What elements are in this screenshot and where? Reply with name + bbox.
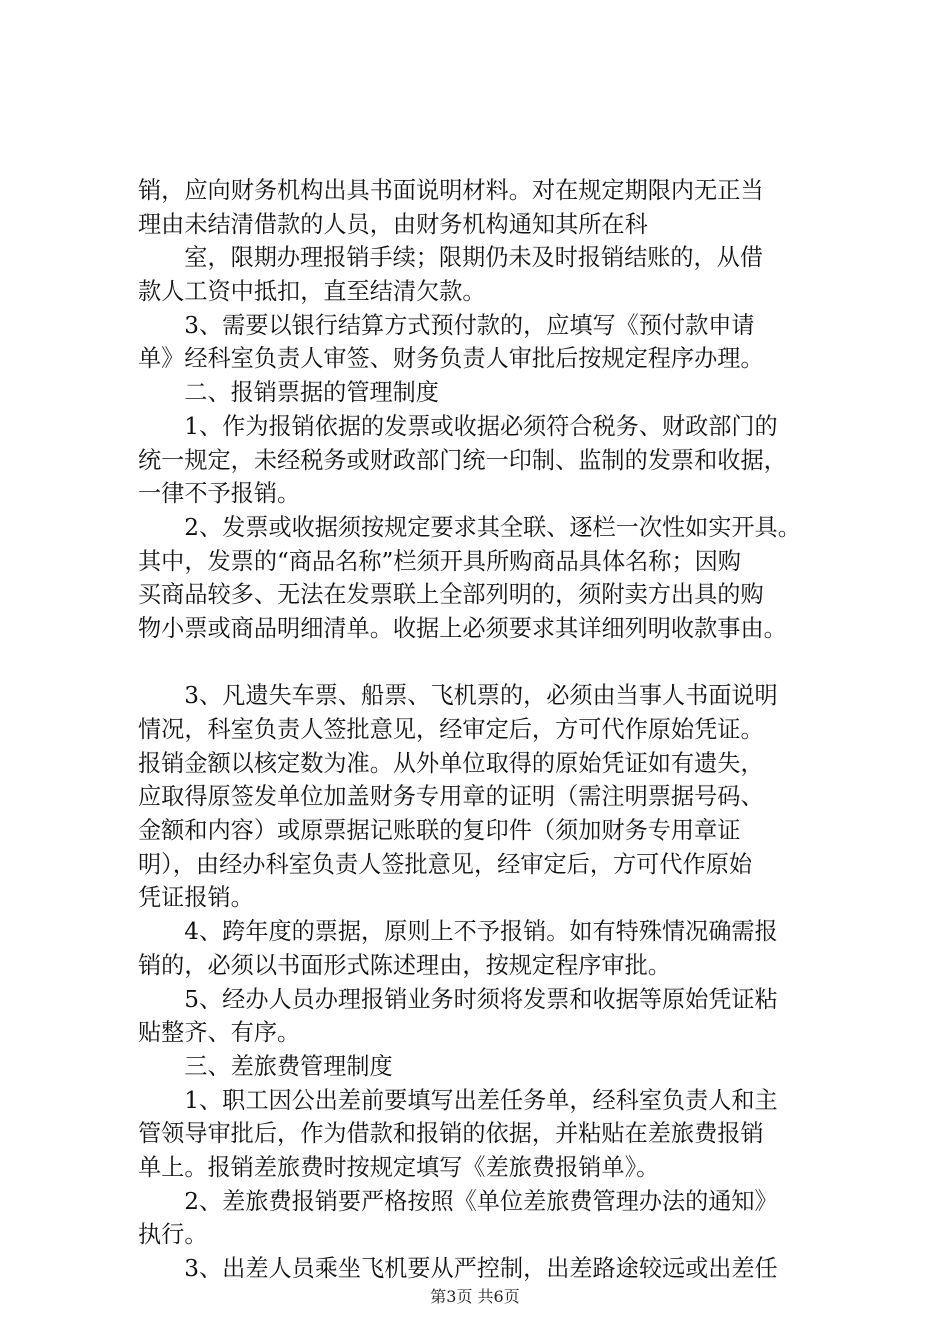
text-line: 销的，必须以书面形式陈述理由，按规定程序审批。: [138, 950, 671, 979]
text-line: 室，限期办理报销手续；限期仍未及时报销结账的，从借: [184, 243, 763, 272]
text-line: 2、差旅费报销要严格按照《单位差旅费管理办法的通知》: [184, 1186, 778, 1215]
text-line: 金额和内容）或原票据记账联的复印件（须加财务专用章证: [138, 816, 741, 845]
text-line: 物小票或商品明细清单。收据上必须要求其详细列明收款事由。: [138, 613, 787, 642]
text-line: 报销金额以核定数为准。从外单位取得的原始凭证如有遗失，: [138, 748, 764, 777]
text-line: 其中，发票的“商品名称”栏须开具所购商品具体名称；因购: [138, 546, 741, 575]
text-line: 1、职工因公出差前要填写出差任务单，经科室负责人和主: [184, 1085, 778, 1114]
text-line: 理由未结清借款的人员，由财务机构通知其所在科: [138, 209, 648, 238]
text-line: 单》经科室负责人审签、财务负责人审批后按规定程序办理。: [138, 344, 764, 373]
text-line: 情况，科室负责人签批意见，经审定后，方可代作原始凭证。: [138, 715, 764, 743]
text-line: 执行。: [138, 1220, 208, 1249]
text-line: 管领导审批后，作为借款和报销的依据，并粘贴在差旅费报销: [138, 1119, 764, 1148]
text-line: 4、跨年度的票据，原则上不予报销。如有特殊情况确需报: [184, 917, 778, 946]
text-line: [138, 646, 858, 680]
document-body: [138, 174, 858, 1286]
text-line: 销，应向财务机构出具书面说明材料。对在规定期限内无正当: [138, 176, 764, 204]
text-line: 应取得原签发单位加盖财务专用章的证明（需注明票据号码、: [138, 782, 764, 811]
text-line: 买商品较多、无法在发票联上全部列明的，须附卖方出具的购: [138, 580, 764, 609]
text-line: 统一规定，未经税务或财政部门统一印制、监制的发票和收据，: [138, 445, 787, 474]
text-line: 1、作为报销依据的发票或收据必须符合税务、财政部门的: [184, 411, 778, 440]
text-line: 款人工资中抵扣，直至结清欠款。: [138, 277, 486, 306]
text-line: 3、需要以银行结算方式预付款的，应填写《预付款申请: [184, 310, 755, 339]
text-line: 2、发票或收据须按规定要求其全联、逐栏一次性如实开具。: [184, 512, 801, 541]
text-line: 3、出差人员乘坐飞机要从严控制，出差路途较远或出差任: [184, 1254, 778, 1282]
text-line: 一律不予报销。: [138, 479, 301, 508]
text-line: 二、报销票据的管理制度: [184, 378, 439, 407]
text-line: 明），由经办科室负责人签批意见，经审定后，方可代作原始: [138, 849, 753, 878]
text-line: 三、差旅费管理制度: [184, 1051, 393, 1080]
page-footer: 第3页 共6页: [430, 1287, 520, 1306]
text-line: 单上。报销差旅费时按规定填写《差旅费报销单》。: [138, 1152, 660, 1181]
text-line: 贴整齐、有序。: [138, 1018, 301, 1047]
text-line: 5、经办人员办理报销业务时须将发票和收据等原始凭证粘: [184, 984, 778, 1013]
text-line: 凭证报销。: [138, 883, 254, 912]
text-line: 3、凡遗失车票、船票、飞机票的，必须由当事人书面说明: [184, 681, 778, 710]
